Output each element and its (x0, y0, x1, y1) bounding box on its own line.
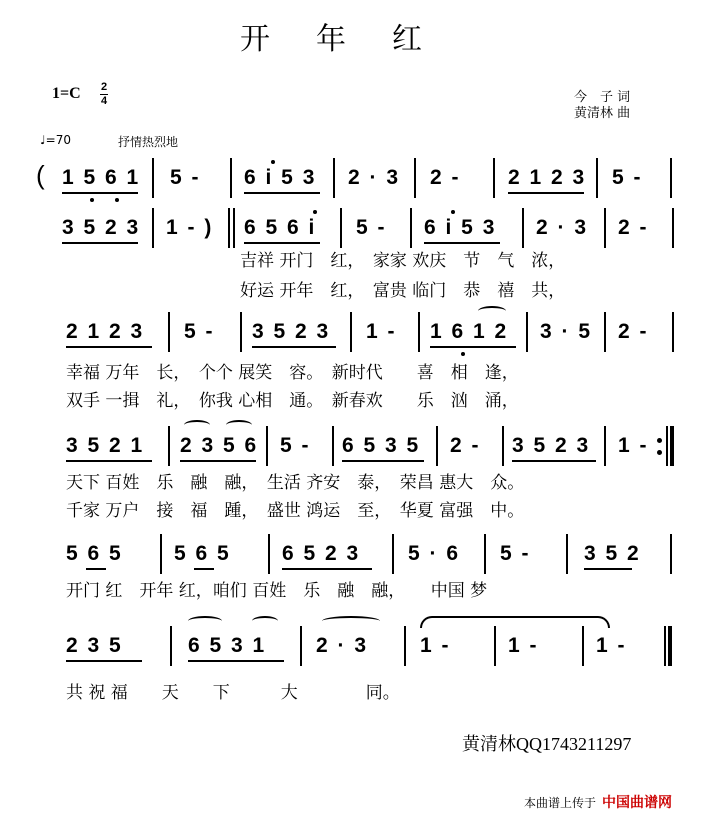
measure-1-1: 1 5 6 1 (62, 166, 141, 189)
barline (582, 626, 584, 666)
barline (418, 312, 420, 352)
barline (152, 208, 154, 248)
lyrics-row3-verse2: 双手 一揖 礼， 你我 心相 通。 新春欢 乐 汹 涌， (66, 391, 519, 411)
measure-5-2: 5 6 5 (174, 542, 231, 565)
barline (350, 312, 352, 352)
lyrics-row5: 开门 红 开年 红，咱们 百姓 乐 融 融， 中国 梦 (66, 581, 488, 601)
barline (604, 426, 606, 466)
measure-2-7: 2 - (618, 216, 649, 239)
measure-3-5: 1 6 1 2 (430, 320, 509, 343)
barline (266, 426, 268, 466)
barline (526, 312, 528, 352)
tie-bracket (420, 616, 610, 628)
lyrics-row4-verse1: 天下 百姓 乐 融 融， 生活 齐安 泰， 荣昌 惠大 众。 (66, 473, 525, 493)
barline (493, 158, 495, 198)
measure-2-6: 2 · 3 (536, 216, 589, 239)
measure-3-6: 3 · 5 (540, 320, 593, 343)
beam (62, 192, 138, 194)
barline (230, 158, 232, 198)
slur (478, 306, 506, 316)
beam (424, 242, 500, 244)
repeat-dot (657, 438, 662, 443)
beam (180, 460, 256, 462)
beam (244, 192, 320, 194)
measure-1-2: 5 - (170, 166, 201, 189)
measure-4-7: 1 - (618, 434, 649, 457)
beam (62, 242, 138, 244)
measure-2-1: 3 5 2 3 (62, 216, 141, 239)
lyrics-row2-verse2: 好运 开年 红， 富贵 临门 恭 禧 共， (240, 281, 566, 301)
measure-1-7: 5 - (612, 166, 643, 189)
barline (596, 158, 598, 198)
barline (168, 426, 170, 466)
octave-dot (271, 160, 275, 164)
beam (66, 346, 152, 348)
lyrics-row3-verse1: 幸福 万年 长， 个个 展笑 容。 新时代 喜 相 逢， (66, 363, 519, 383)
measure-6-2: 6 5 3 1 (188, 634, 267, 657)
measure-2-2: 1 - ) (166, 216, 214, 239)
time-signature (100, 82, 108, 107)
site-logo: 中国曲谱网 (602, 795, 672, 811)
slur (226, 420, 252, 430)
barline (494, 626, 496, 666)
beam (508, 192, 584, 194)
octave-dot (313, 210, 317, 214)
repeat-dot (657, 450, 662, 455)
measure-6-6: 1 - (596, 634, 627, 657)
measure-5-4: 5 · 6 (408, 542, 461, 565)
barline (228, 208, 230, 248)
beam (86, 568, 106, 570)
barline (300, 626, 302, 666)
octave-dot (461, 352, 465, 356)
barline (566, 534, 568, 574)
barline (410, 208, 412, 248)
barline (268, 534, 270, 574)
song-title: 开年红 (240, 22, 468, 57)
measure-3-2: 5 - (184, 320, 215, 343)
measure-4-1: 3 5 2 1 (66, 434, 145, 457)
barline (392, 534, 394, 574)
beam (282, 568, 372, 570)
beam (430, 346, 516, 348)
key-signature: 1=C (52, 85, 81, 102)
beam (252, 346, 336, 348)
tempo-marking: ♩=70 (40, 133, 71, 147)
repeat-barline-thick (670, 426, 674, 466)
final-barline-thin (664, 626, 666, 666)
barline (672, 208, 674, 248)
beam (66, 660, 142, 662)
barline (152, 158, 154, 198)
barline (484, 534, 486, 574)
beam (66, 460, 152, 462)
measure-1-4: 2 · 3 (348, 166, 401, 189)
barline (522, 208, 524, 248)
time-signature-bottom: 4 (100, 95, 108, 107)
measure-5-6: 3 5 2 (584, 542, 641, 565)
measure-3-3: 3 5 2 3 (252, 320, 331, 343)
slur (188, 616, 222, 626)
beam (194, 568, 214, 570)
left-bracket: ( (36, 160, 47, 190)
measure-4-3: 5 - (280, 434, 311, 457)
barline (333, 158, 335, 198)
lyrics-row2-verse1: 吉祥 开门 红， 家家 欢庆 节 气 浓， (240, 251, 566, 271)
barline (672, 312, 674, 352)
upload-note: 本曲谱上传于 (524, 796, 597, 810)
beam (188, 660, 284, 662)
lyrics-row6: 共 祝 福 天 下 大 同。 (66, 683, 400, 703)
beam (244, 242, 320, 244)
slur (184, 420, 210, 430)
measure-6-4: 1 - (420, 634, 451, 657)
measure-4-5: 2 - (450, 434, 481, 457)
composer-credit: 黄清林 曲 (574, 106, 631, 121)
lyricist-credit: 今 子 词 (574, 90, 631, 105)
barline (168, 312, 170, 352)
barline (233, 208, 235, 248)
measure-5-5: 5 - (500, 542, 531, 565)
measure-6-3: 2 · 3 (316, 634, 369, 657)
measure-1-3: 6 i 5 3 (244, 166, 317, 189)
beam (342, 460, 424, 462)
measure-3-1: 2 1 2 3 (66, 320, 145, 343)
measure-6-1: 2 3 5 (66, 634, 123, 657)
measure-4-2: 2 3 5 6 (180, 434, 259, 457)
measure-2-3: 6 5 6 i (244, 216, 317, 239)
barline (670, 534, 672, 574)
slur (252, 616, 278, 626)
measure-3-7: 2 - (618, 320, 649, 343)
barline (436, 426, 438, 466)
barline (604, 208, 606, 248)
barline (670, 158, 672, 198)
slur (322, 616, 380, 626)
repeat-barline-thin (666, 426, 668, 466)
beam (512, 460, 596, 462)
author-signature: 黄清林QQ1743211297 (462, 734, 632, 754)
lyrics-row4-verse2: 千家 万户 接 福 踵， 盛世 鸿运 至， 华夏 富强 中。 (66, 501, 525, 521)
measure-4-6: 3 5 2 3 (512, 434, 591, 457)
time-signature-top: 2 (100, 81, 108, 93)
barline (332, 426, 334, 466)
barline (240, 312, 242, 352)
measure-6-5: 1 - (508, 634, 539, 657)
measure-2-5: 6 i 5 3 (424, 216, 497, 239)
measure-2-4: 5 - (356, 216, 387, 239)
barline (160, 534, 162, 574)
measure-3-4: 1 - (366, 320, 397, 343)
measure-1-5: 2 - (430, 166, 461, 189)
beam (584, 568, 632, 570)
measure-5-1: 5 6 5 (66, 542, 123, 565)
barline (170, 626, 172, 666)
octave-dot (451, 210, 455, 214)
measure-1-6: 2 1 2 3 (508, 166, 587, 189)
measure-5-3: 6 5 2 3 (282, 542, 361, 565)
barline (414, 158, 416, 198)
barline (340, 208, 342, 248)
barline (404, 626, 406, 666)
octave-dot (115, 198, 119, 202)
octave-dot (90, 198, 94, 202)
expression-marking: 抒情热烈地 (118, 135, 179, 149)
measure-4-4: 6 5 3 5 (342, 434, 421, 457)
barline (502, 426, 504, 466)
final-barline-thick (668, 626, 672, 666)
barline (604, 312, 606, 352)
